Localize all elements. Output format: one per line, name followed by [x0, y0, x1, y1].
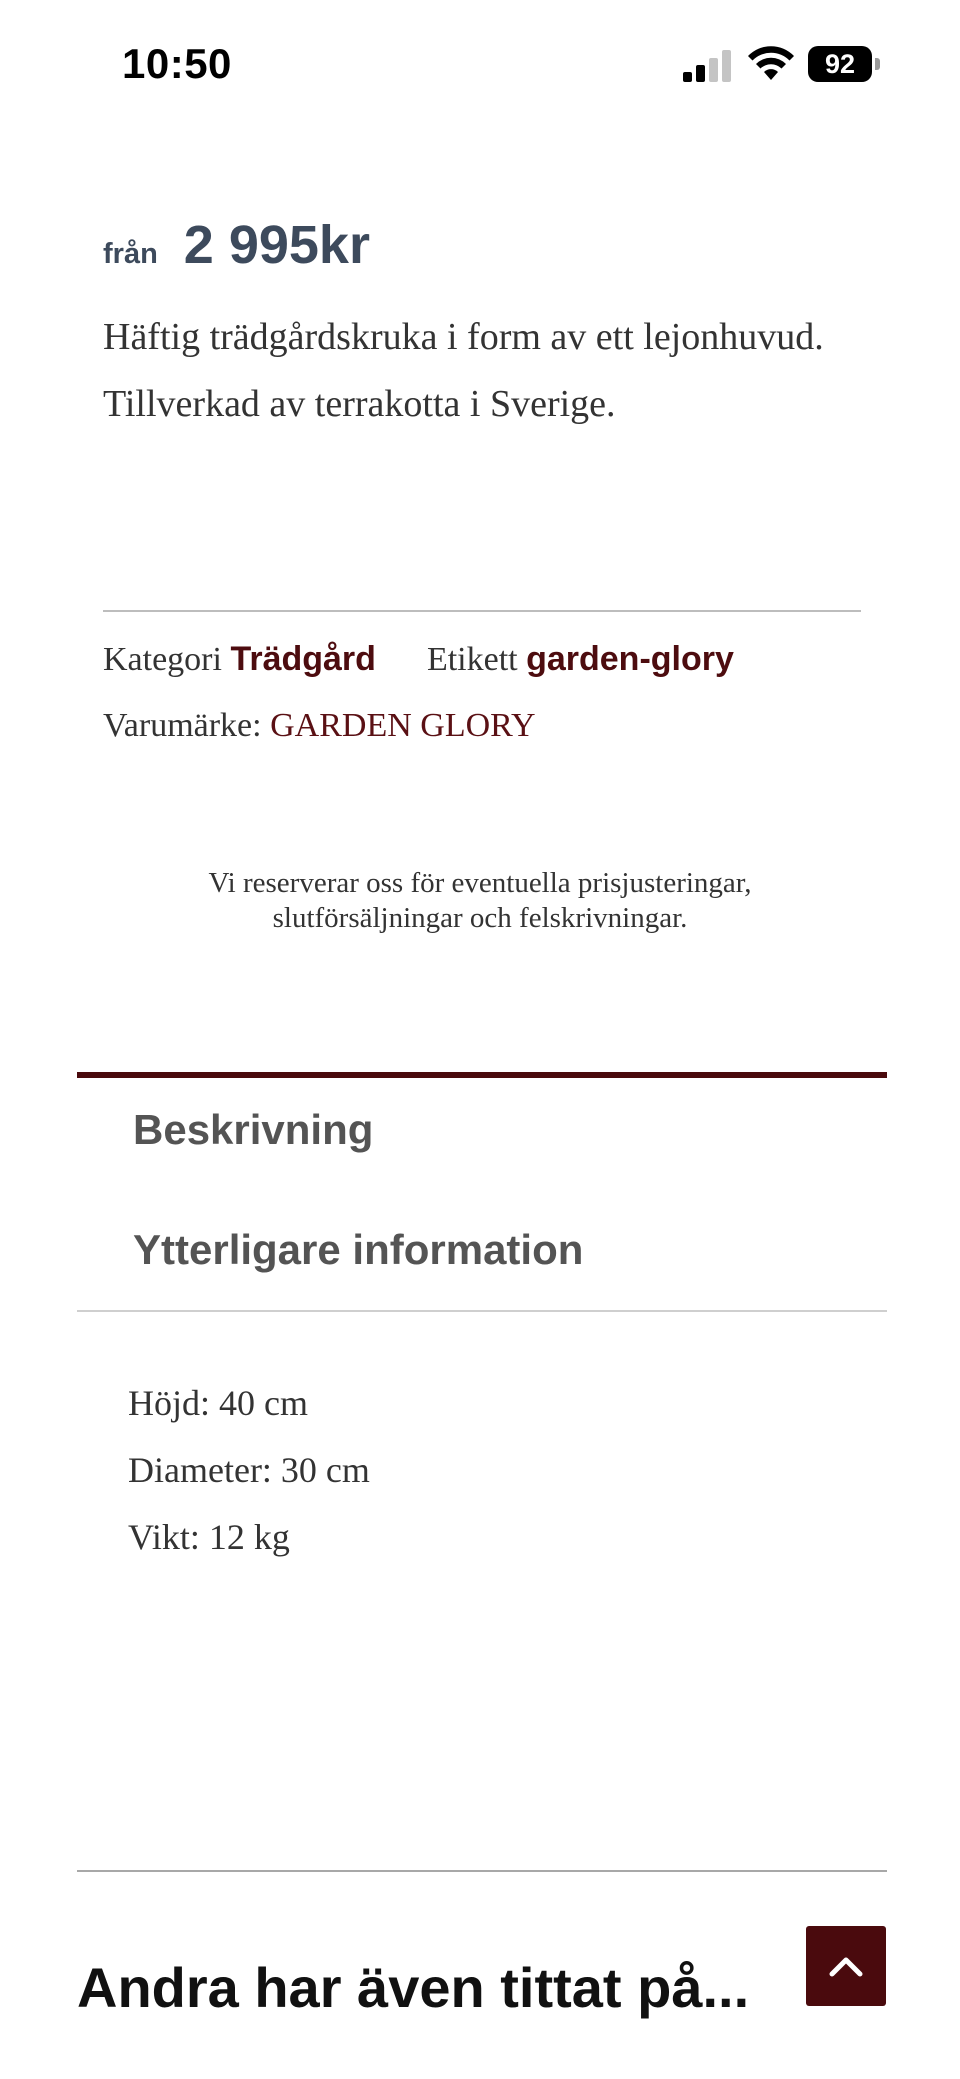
info-height: Höjd: 40 cm	[128, 1383, 308, 1423]
tab-additional-information[interactable]: Ytterligare information	[133, 1226, 584, 1273]
divider	[103, 610, 861, 612]
wifi-icon	[748, 46, 794, 82]
chevron-up-icon	[826, 1946, 866, 1986]
disclaimer-line-2: slutförsäljningar och felskrivningar.	[272, 902, 688, 934]
meta-category-tag-row	[103, 640, 734, 679]
info-diameter: Diameter: 30 cm	[128, 1450, 370, 1490]
brand-link[interactable]: GARDEN GLORY	[270, 707, 536, 744]
tag-label: Etikett	[426, 641, 518, 678]
price-disclaimer	[120, 866, 840, 936]
tab-description[interactable]: Beskrivning	[133, 1106, 374, 1153]
tag-link[interactable]: garden-glory	[526, 640, 734, 678]
disclaimer-line-1: Vi reserverar oss för eventuella prisjusteringar,	[208, 867, 752, 899]
signal-icon	[683, 50, 735, 82]
related-products-title: Andra har även tittat på...	[77, 1956, 750, 2019]
status-bar	[0, 0, 960, 130]
battery-icon	[808, 46, 880, 82]
category-link[interactable]: Trädgård	[230, 640, 376, 678]
category-label: Kategori	[103, 641, 222, 678]
section-divider	[77, 1870, 887, 1872]
scroll-to-top-button[interactable]	[806, 1926, 886, 2006]
meta-brand-row	[103, 707, 536, 745]
info-weight: Vikt: 12 kg	[128, 1517, 290, 1557]
tabs-top-border	[77, 1072, 887, 1078]
product-description: Häftig trädgårdskruka i form av ett lejonhuvud. Tillverkad av terrakotta i Sverige.	[103, 316, 824, 425]
battery-cap	[875, 58, 880, 70]
status-time: 10:50	[122, 40, 232, 87]
price: 2 995kr	[183, 215, 370, 275]
brand-label: Varumärke:	[103, 707, 262, 744]
additional-info-list	[128, 1370, 370, 1571]
price-row	[103, 214, 370, 276]
price-prefix: från	[103, 238, 158, 270]
battery-level: 92	[824, 48, 856, 79]
tabs-divider	[77, 1310, 887, 1312]
